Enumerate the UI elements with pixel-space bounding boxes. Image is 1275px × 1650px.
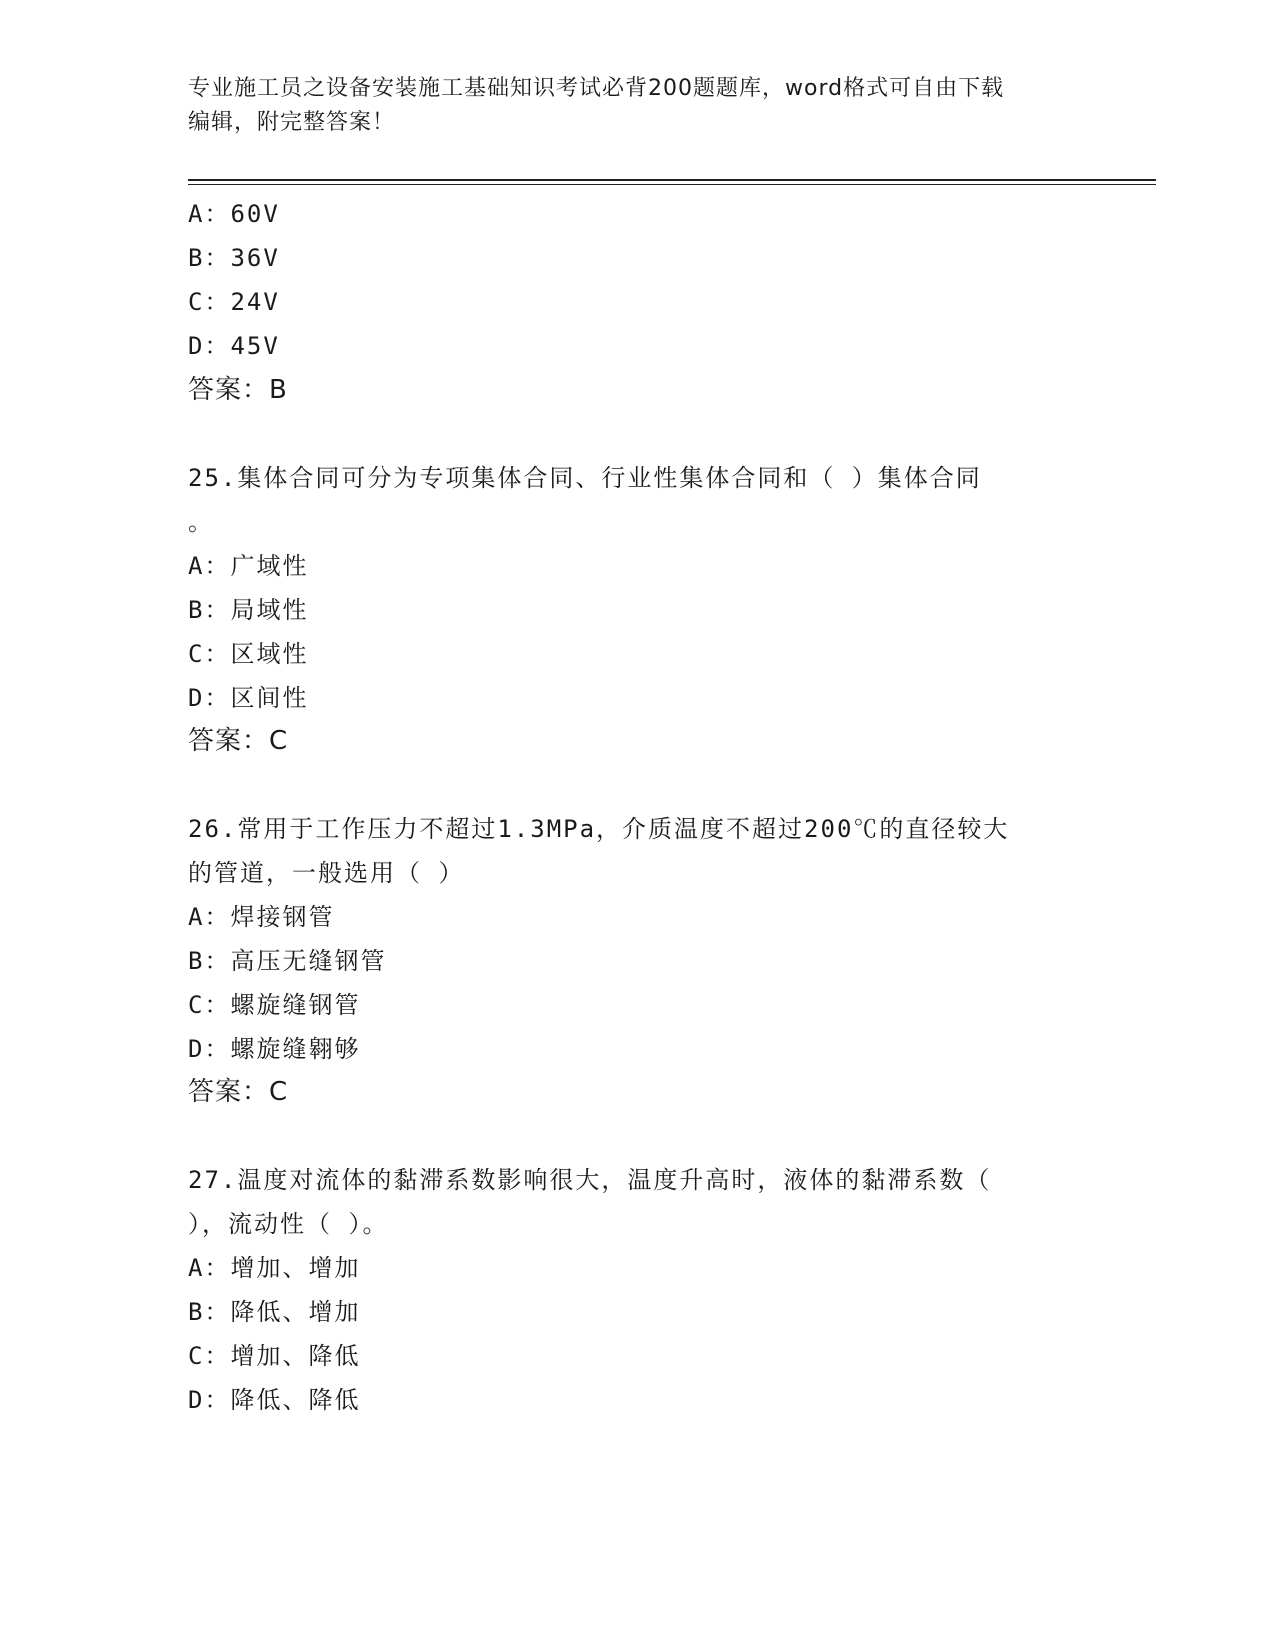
q26-option-a: A：焊接钢管 (188, 903, 335, 931)
q24-option-c: C：24V (188, 288, 280, 316)
q26-stem-line-1: 26.常用于工作压力不超过1.3MPa，介质温度不超过200℃的直径较大 (188, 815, 1010, 843)
q24-option-a: A：60V (188, 200, 280, 228)
q26-option-d: D：螺旋缝翱够 (188, 1035, 361, 1063)
header-title-line-1: 专业施工员之设备安装施工基础知识考试必背200题题库，word格式可自由下载 (188, 76, 1005, 101)
q24-option-b: B：36V (188, 244, 280, 272)
header-divider-thick (188, 179, 1156, 181)
q26-option-c: C：螺旋缝钢管 (188, 991, 361, 1019)
q24-answer: 答案：B (188, 375, 288, 405)
q25-option-d: D：区间性 (188, 684, 309, 712)
document-header (188, 72, 1088, 140)
q27-option-b: B：降低、增加 (188, 1298, 361, 1326)
q26-answer: 答案：C (188, 1077, 289, 1107)
q24-option-d: D：45V (188, 332, 280, 360)
q27-option-c: C：增加、降低 (188, 1342, 361, 1370)
q27-stem-line-2: ），流动性（ ）。 (188, 1210, 389, 1238)
q25-option-a: A：广域性 (188, 552, 309, 580)
q27-stem-line-1: 27.温度对流体的黏滞系数影响很大，温度升高时，液体的黏滞系数（ (188, 1166, 992, 1194)
q26-stem-line-2: 的管道，一般选用（ ） (188, 859, 465, 887)
q25-stem-line-2: 。 (188, 508, 214, 536)
q27-option-a: A：增加、增加 (188, 1254, 361, 1282)
q25-option-c: C：区域性 (188, 640, 309, 668)
header-title-line-2: 编辑，附完整答案！ (188, 110, 396, 135)
q27-option-d: D：降低、降低 (188, 1386, 361, 1414)
q25-option-b: B：局域性 (188, 596, 309, 624)
q25-answer: 答案：C (188, 726, 289, 756)
q25-stem-line-1: 25.集体合同可分为专项集体合同、行业性集体合同和（ ）集体合同 (188, 464, 982, 492)
header-divider-thin (188, 184, 1156, 185)
q26-option-b: B：高压无缝钢管 (188, 947, 387, 975)
